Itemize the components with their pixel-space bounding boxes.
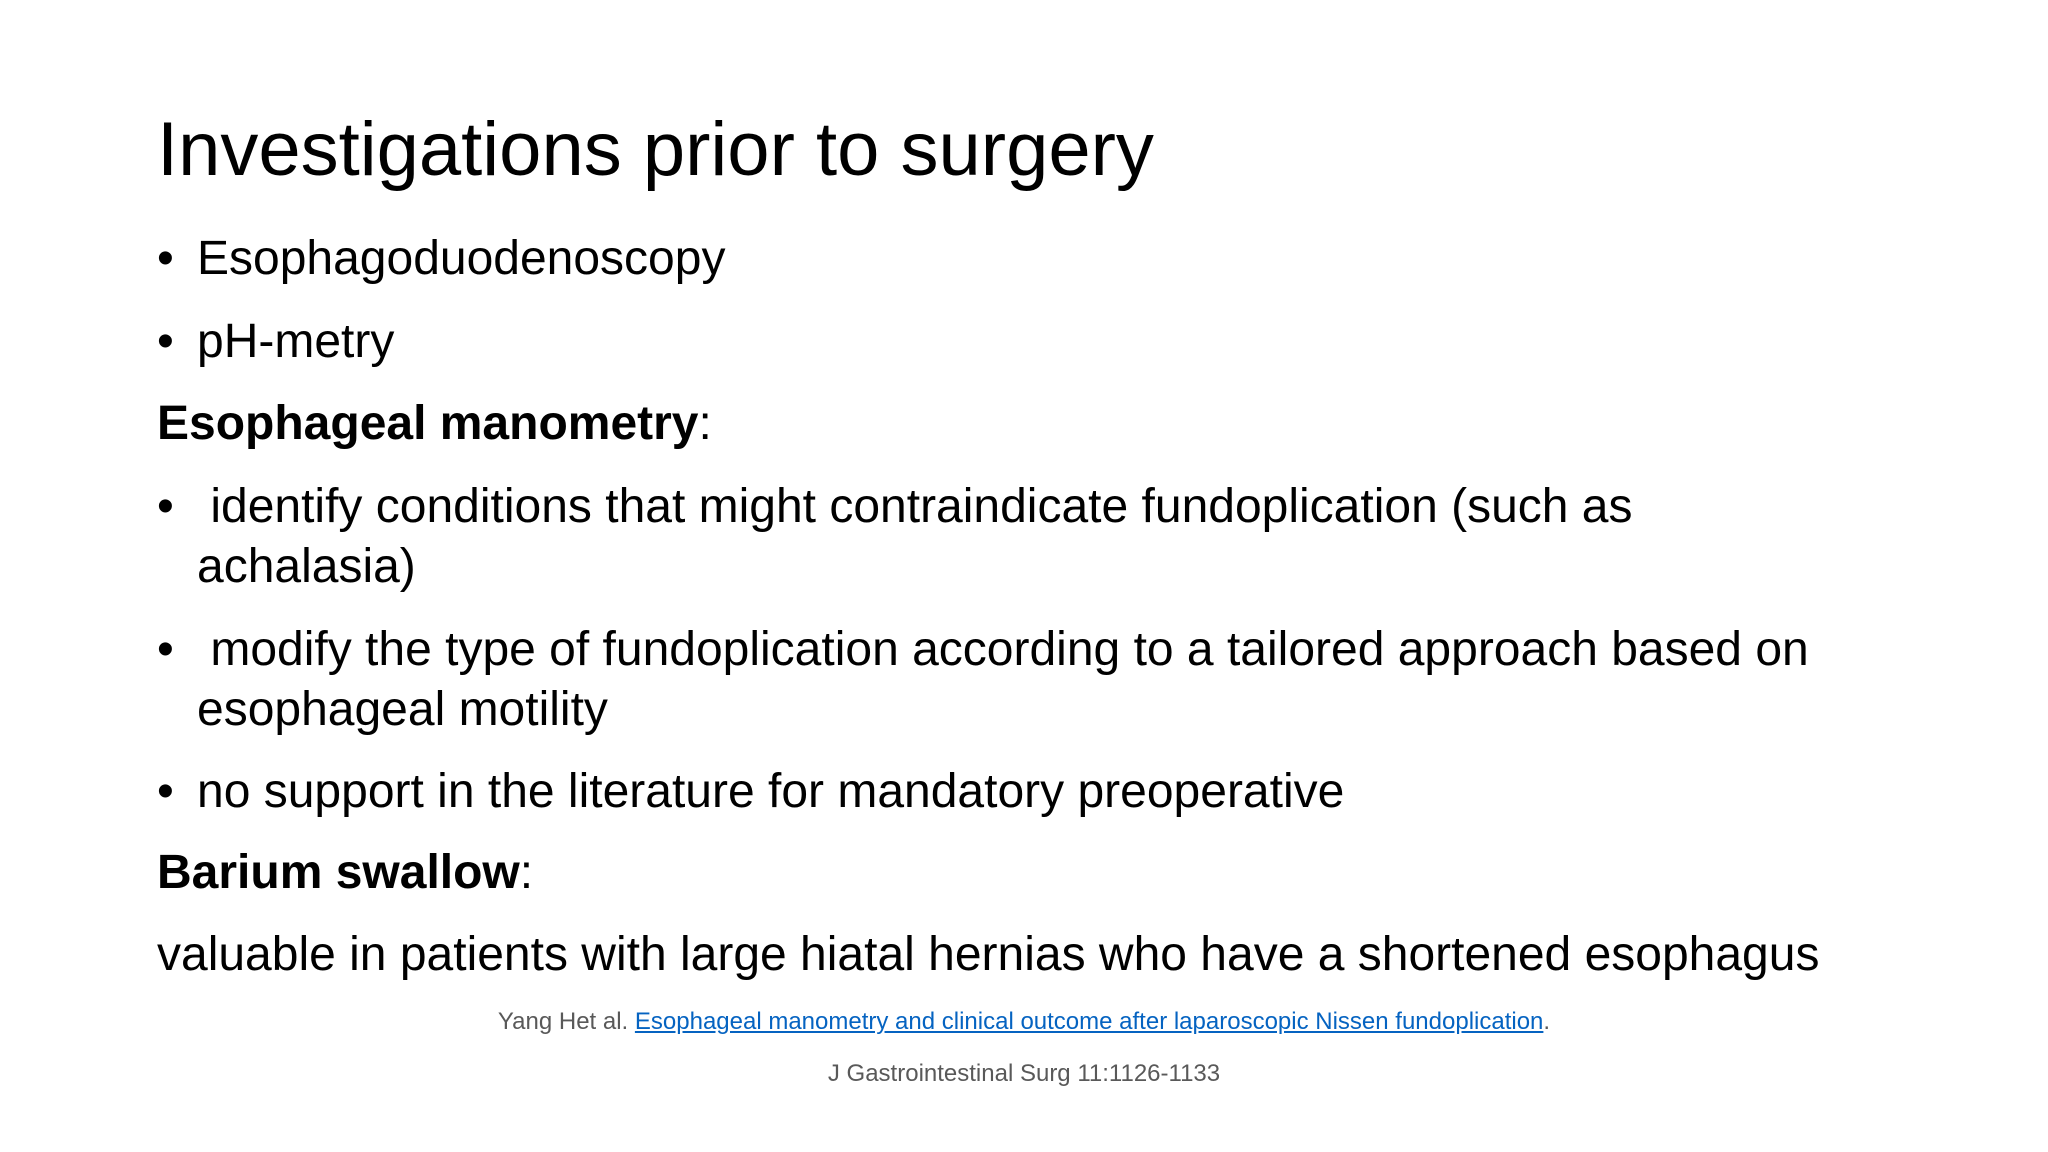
bullet-text-continued: esophageal motility bbox=[197, 683, 608, 736]
bullet-text: identify conditions that might contraindicate fundoplication (such as bbox=[197, 480, 1633, 533]
reference-citation bbox=[0, 1007, 2048, 1037]
bullet-dot: • bbox=[157, 232, 174, 285]
bullet-dot: • bbox=[157, 765, 174, 818]
reference-link[interactable]: Esophageal manometry and clinical outcome after laparoscopic Nissen fundoplication bbox=[634, 1008, 1544, 1035]
bullet-text: Esophagoduodenoscopy bbox=[197, 232, 726, 285]
section-heading-text: Esophageal manometry bbox=[157, 397, 699, 450]
bullet-text: modify the type of fundoplication according to a tailored approach based on bbox=[197, 623, 1809, 676]
barium-description: valuable in patients with large hiatal hernias who have a shortened esophagus bbox=[157, 928, 1820, 981]
section-heading-manometry bbox=[157, 394, 712, 454]
section-heading-barium bbox=[157, 843, 533, 903]
bullet-dot: • bbox=[157, 480, 174, 533]
bullet-text-continued: achalasia) bbox=[197, 540, 416, 593]
bullet-dot: • bbox=[157, 623, 174, 676]
reference-period: . bbox=[1543, 1008, 1551, 1035]
bullet-text: pH-metry bbox=[197, 315, 395, 368]
section-heading-colon: : bbox=[698, 397, 712, 450]
section-heading-text: Barium swallow bbox=[157, 846, 520, 899]
reference-journal: J Gastrointestinal Surg 11:1126-1133 bbox=[827, 1060, 1221, 1087]
slide-title: Investigations prior to surgery bbox=[157, 107, 1154, 192]
bullet-dot: • bbox=[157, 315, 174, 368]
section-heading-colon: : bbox=[519, 846, 534, 899]
reference-authors: Yang Het al. bbox=[497, 1008, 635, 1035]
bullet-text: no support in the literature for mandatory preoperative bbox=[197, 765, 1345, 818]
